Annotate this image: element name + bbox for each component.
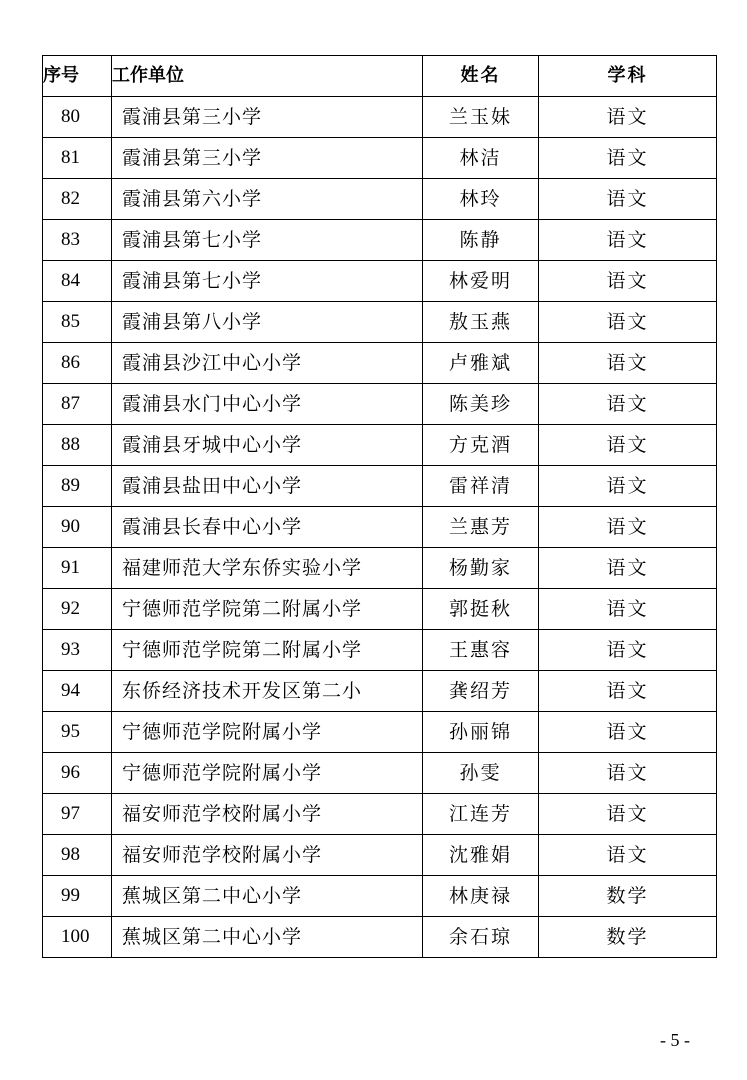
- cell-subject: 语文: [539, 671, 717, 712]
- cell-no: 93: [43, 630, 112, 671]
- cell-unit: 宁德师范学院第二附属小学: [112, 630, 423, 671]
- cell-subject: 语文: [539, 794, 717, 835]
- header-name: 姓名: [423, 56, 539, 97]
- cell-no: 83: [43, 220, 112, 261]
- cell-subject: 语文: [539, 548, 717, 589]
- cell-subject: 语文: [539, 630, 717, 671]
- table-row: [43, 466, 717, 507]
- table-row: [43, 630, 717, 671]
- table-row: [43, 753, 717, 794]
- header-subject: 学科: [539, 56, 717, 97]
- table-row: [43, 917, 717, 958]
- cell-subject: 数学: [539, 876, 717, 917]
- table-row: [43, 138, 717, 179]
- cell-unit: 东侨经济技术开发区第二小: [112, 671, 423, 712]
- header-row: [43, 56, 717, 97]
- cell-unit: 霞浦县第三小学: [112, 138, 423, 179]
- cell-no: 87: [43, 384, 112, 425]
- cell-name: 余石琼: [423, 917, 539, 958]
- cell-no: 97: [43, 794, 112, 835]
- table-row: [43, 97, 717, 138]
- cell-unit: 蕉城区第二中心小学: [112, 876, 423, 917]
- cell-no: 91: [43, 548, 112, 589]
- cell-unit: 霞浦县长春中心小学: [112, 507, 423, 548]
- header-no: 序号: [43, 56, 112, 97]
- cell-subject: 语文: [539, 712, 717, 753]
- page-number: - 5 -: [660, 1030, 690, 1050]
- cell-no: 96: [43, 753, 112, 794]
- header-unit: 工作单位: [112, 56, 423, 97]
- cell-unit: 蕉城区第二中心小学: [112, 917, 423, 958]
- cell-name: 兰玉妹: [423, 97, 539, 138]
- cell-name: 孙雯: [423, 753, 539, 794]
- cell-unit: 霞浦县第七小学: [112, 220, 423, 261]
- cell-unit: 福建师范大学东侨实验小学: [112, 548, 423, 589]
- cell-no: 82: [43, 179, 112, 220]
- table-row: [43, 671, 717, 712]
- roster-table: [42, 55, 717, 958]
- cell-name: 林洁: [423, 138, 539, 179]
- cell-no: 94: [43, 671, 112, 712]
- table-row: [43, 548, 717, 589]
- cell-unit: 宁德师范学院附属小学: [112, 712, 423, 753]
- cell-no: 98: [43, 835, 112, 876]
- cell-unit: 霞浦县水门中心小学: [112, 384, 423, 425]
- cell-no: 88: [43, 425, 112, 466]
- cell-no: 80: [43, 97, 112, 138]
- cell-unit: 霞浦县牙城中心小学: [112, 425, 423, 466]
- cell-name: 卢雅斌: [423, 343, 539, 384]
- cell-name: 杨勤家: [423, 548, 539, 589]
- cell-no: 99: [43, 876, 112, 917]
- cell-unit: 福安师范学校附属小学: [112, 835, 423, 876]
- table-row: [43, 343, 717, 384]
- cell-subject: 语文: [539, 466, 717, 507]
- cell-subject: 语文: [539, 343, 717, 384]
- cell-name: 雷祥清: [423, 466, 539, 507]
- table-row: [43, 179, 717, 220]
- cell-subject: 语文: [539, 179, 717, 220]
- cell-name: 林庚禄: [423, 876, 539, 917]
- cell-no: 85: [43, 302, 112, 343]
- cell-no: 92: [43, 589, 112, 630]
- cell-name: 江连芳: [423, 794, 539, 835]
- cell-no: 89: [43, 466, 112, 507]
- cell-subject: 语文: [539, 425, 717, 466]
- cell-name: 林爱明: [423, 261, 539, 302]
- cell-subject: 语文: [539, 220, 717, 261]
- cell-name: 方克酒: [423, 425, 539, 466]
- table-row: [43, 220, 717, 261]
- cell-subject: 语文: [539, 97, 717, 138]
- cell-subject: 语文: [539, 384, 717, 425]
- cell-unit: 霞浦县第八小学: [112, 302, 423, 343]
- cell-subject: 语文: [539, 589, 717, 630]
- cell-name: 郭挺秋: [423, 589, 539, 630]
- cell-name: 龚绍芳: [423, 671, 539, 712]
- cell-unit: 霞浦县沙江中心小学: [112, 343, 423, 384]
- table-row: [43, 835, 717, 876]
- cell-no: 86: [43, 343, 112, 384]
- cell-no: 95: [43, 712, 112, 753]
- cell-name: 沈雅娟: [423, 835, 539, 876]
- cell-name: 林玲: [423, 179, 539, 220]
- cell-no: 100: [43, 917, 112, 958]
- cell-unit: 霞浦县盐田中心小学: [112, 466, 423, 507]
- table-row: [43, 794, 717, 835]
- cell-name: 敖玉燕: [423, 302, 539, 343]
- cell-subject: 语文: [539, 753, 717, 794]
- cell-name: 陈美珍: [423, 384, 539, 425]
- cell-subject: 语文: [539, 261, 717, 302]
- cell-no: 84: [43, 261, 112, 302]
- cell-subject: 数学: [539, 917, 717, 958]
- table-row: [43, 384, 717, 425]
- table-row: [43, 302, 717, 343]
- cell-name: 兰惠芳: [423, 507, 539, 548]
- cell-unit: 宁德师范学院附属小学: [112, 753, 423, 794]
- cell-subject: 语文: [539, 835, 717, 876]
- table-row: [43, 712, 717, 753]
- cell-name: 陈静: [423, 220, 539, 261]
- cell-subject: 语文: [539, 302, 717, 343]
- cell-name: 王惠容: [423, 630, 539, 671]
- cell-name: 孙丽锦: [423, 712, 539, 753]
- cell-no: 90: [43, 507, 112, 548]
- cell-subject: 语文: [539, 507, 717, 548]
- table-row: [43, 876, 717, 917]
- cell-unit: 宁德师范学院第二附属小学: [112, 589, 423, 630]
- cell-no: 81: [43, 138, 112, 179]
- cell-unit: 霞浦县第七小学: [112, 261, 423, 302]
- cell-unit: 霞浦县第六小学: [112, 179, 423, 220]
- table-row: [43, 589, 717, 630]
- table-row: [43, 507, 717, 548]
- table-row: [43, 425, 717, 466]
- cell-subject: 语文: [539, 138, 717, 179]
- table-row: [43, 261, 717, 302]
- cell-unit: 霞浦县第三小学: [112, 97, 423, 138]
- cell-unit: 福安师范学校附属小学: [112, 794, 423, 835]
